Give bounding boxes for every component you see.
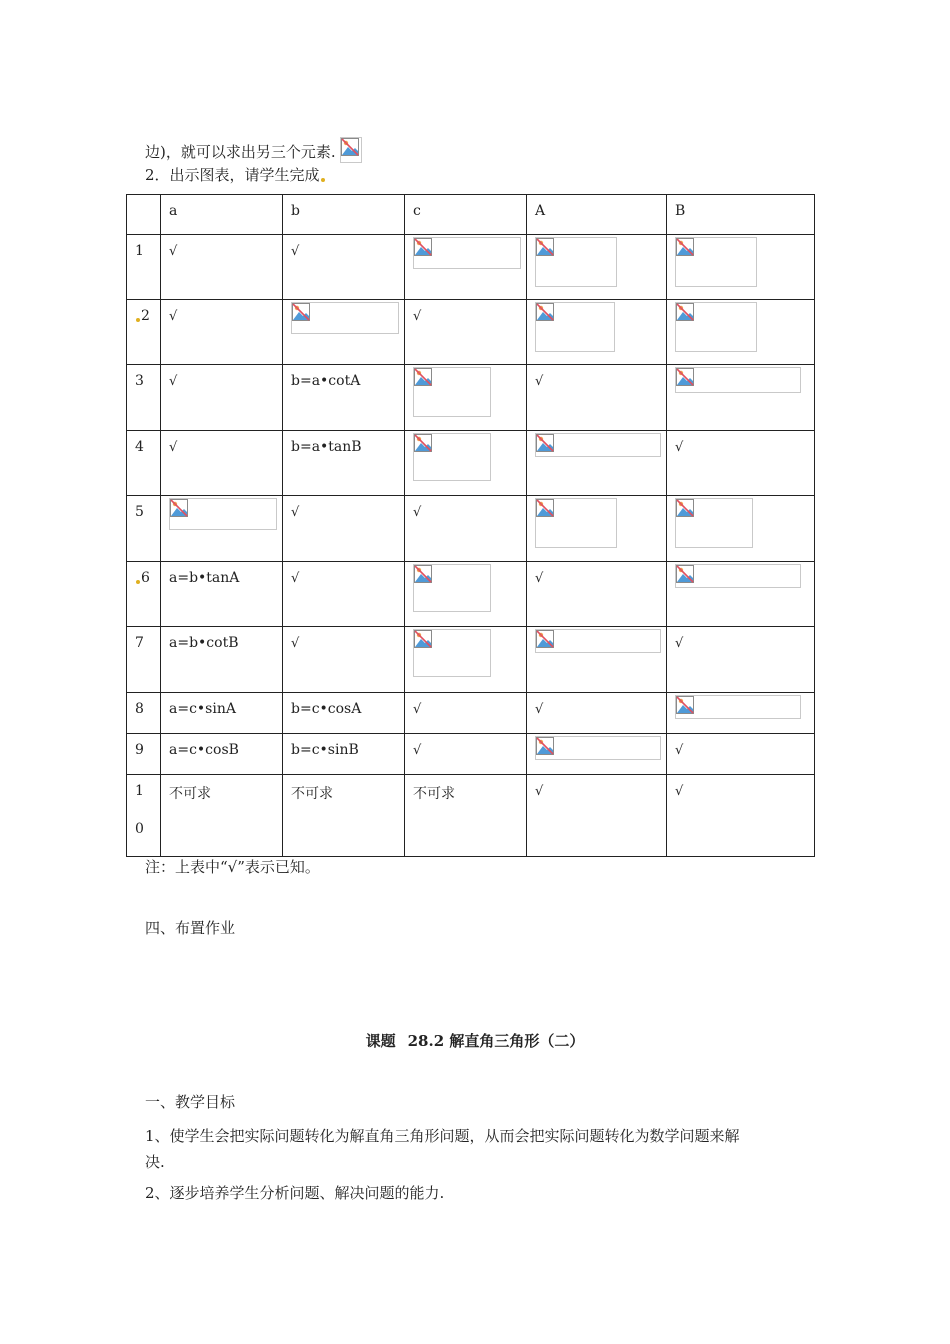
- cell-a: √: [161, 431, 283, 496]
- cell-c: √: [405, 693, 527, 734]
- cell-a: [161, 496, 283, 562]
- cell-a: a=b•tanA: [161, 562, 283, 627]
- cell-c: [405, 562, 527, 627]
- table-row: [127, 235, 815, 300]
- cell-a: √: [161, 300, 283, 365]
- broken-image-icon: [413, 564, 491, 612]
- table-row: [127, 627, 815, 693]
- table-row: [127, 775, 815, 857]
- row-number: 8: [127, 693, 161, 734]
- cell-c: √: [405, 496, 527, 562]
- table-row: [127, 693, 815, 734]
- cell-b: b=a•tanB: [283, 431, 405, 496]
- objective-2: 2、逐步培养学生分析问题、解决问题的能力.: [145, 1184, 445, 1202]
- cell-B: [667, 365, 815, 431]
- row-number: 6: [127, 562, 161, 627]
- text-line-2: 2．出示图表，请学生完成: [145, 165, 326, 185]
- broken-image-icon: [675, 564, 801, 588]
- broken-image-icon: [413, 367, 491, 417]
- row-number: 5: [127, 496, 161, 562]
- cell-B: [667, 235, 815, 300]
- header-cell: B: [667, 195, 815, 235]
- row-number: 2: [127, 300, 161, 365]
- row-number: 9: [127, 734, 161, 775]
- cell-c: [405, 627, 527, 693]
- cell-B: √: [667, 775, 815, 857]
- cell-b: √: [283, 496, 405, 562]
- header-cell: [127, 195, 161, 235]
- header-cell: a: [161, 195, 283, 235]
- cell-B: [667, 693, 815, 734]
- broken-image-icon: [340, 137, 362, 163]
- cell-b: b=c•cosA: [283, 693, 405, 734]
- cell-A: √: [527, 693, 667, 734]
- table-row: [127, 300, 815, 365]
- cell-c: √: [405, 734, 527, 775]
- broken-image-icon: [535, 736, 661, 760]
- cell-a: a=b•cotB: [161, 627, 283, 693]
- objectives-heading: 一、教学目标: [145, 1093, 236, 1111]
- edit-marker-icon: [321, 178, 325, 182]
- cell-A: √: [527, 775, 667, 857]
- cell-B: √: [667, 734, 815, 775]
- table-row: [127, 496, 815, 562]
- cell-B: √: [667, 627, 815, 693]
- edit-marker-icon: [136, 580, 140, 584]
- broken-image-icon: [535, 433, 661, 457]
- cell-A: [527, 300, 667, 365]
- broken-image-icon: [675, 367, 801, 393]
- cell-b: b=a•cotA: [283, 365, 405, 431]
- objective-1: 1、使学生会把实际问题转化为解直角三角形问题，从而会把实际问题转化为数学问题来解: [145, 1127, 740, 1145]
- cell-b: b=c•sinB: [283, 734, 405, 775]
- broken-image-icon: [535, 498, 617, 548]
- broken-image-icon: [535, 629, 661, 653]
- broken-image-icon: [535, 302, 615, 352]
- cell-c: √: [405, 300, 527, 365]
- section-heading: 四、布置作业: [145, 919, 236, 937]
- cell-B: [667, 562, 815, 627]
- cell-c: 不可求: [405, 775, 527, 857]
- cell-b: √: [283, 235, 405, 300]
- objective-1-continued: 决.: [145, 1153, 165, 1171]
- cell-a: a=c•sinA: [161, 693, 283, 734]
- cell-c: [405, 235, 527, 300]
- table-row: [127, 365, 815, 431]
- cell-b: √: [283, 627, 405, 693]
- cell-a: √: [161, 235, 283, 300]
- broken-image-icon: [413, 237, 521, 269]
- cell-A: [527, 734, 667, 775]
- cell-b: √: [283, 562, 405, 627]
- cell-c: [405, 365, 527, 431]
- cell-A: [527, 627, 667, 693]
- cell-A: √: [527, 365, 667, 431]
- cell-a: √: [161, 365, 283, 431]
- broken-image-icon: [675, 695, 801, 719]
- broken-image-icon: [291, 302, 399, 334]
- cell-A: √: [527, 562, 667, 627]
- cell-b: 不可求: [283, 775, 405, 857]
- broken-image-icon: [413, 629, 491, 677]
- row-number: 7: [127, 627, 161, 693]
- broken-image-icon: [675, 237, 757, 287]
- cell-c: [405, 431, 527, 496]
- cell-a: a=c•cosB: [161, 734, 283, 775]
- cell-B: √: [667, 431, 815, 496]
- cell-a: 不可求: [161, 775, 283, 857]
- header-cell: A: [527, 195, 667, 235]
- elements-table: [126, 194, 815, 857]
- broken-image-icon: [413, 433, 491, 481]
- broken-image-icon: [675, 498, 753, 548]
- row-number: 1: [127, 235, 161, 300]
- cell-B: [667, 496, 815, 562]
- lesson-title: 课题 28.2 解直角三角形（二）: [365, 1032, 585, 1050]
- table-header-row: [127, 195, 815, 235]
- cell-B: [667, 300, 815, 365]
- cell-A: [527, 235, 667, 300]
- cell-b: [283, 300, 405, 365]
- row-number: 3: [127, 365, 161, 431]
- header-cell: b: [283, 195, 405, 235]
- broken-image-icon: [169, 498, 277, 530]
- broken-image-icon: [675, 302, 757, 352]
- row-number: 1 0: [127, 775, 161, 857]
- text-line-1: 边)，就可以求出另三个元素.: [145, 137, 362, 163]
- table-note: 注：上表中“√”表示已知。: [145, 858, 320, 876]
- cell-A: [527, 431, 667, 496]
- cell-A: [527, 496, 667, 562]
- table-row: [127, 431, 815, 496]
- table-row: [127, 562, 815, 627]
- header-cell: c: [405, 195, 527, 235]
- table-row: [127, 734, 815, 775]
- row-number: 4: [127, 431, 161, 496]
- edit-marker-icon: [136, 318, 140, 322]
- broken-image-icon: [535, 237, 617, 287]
